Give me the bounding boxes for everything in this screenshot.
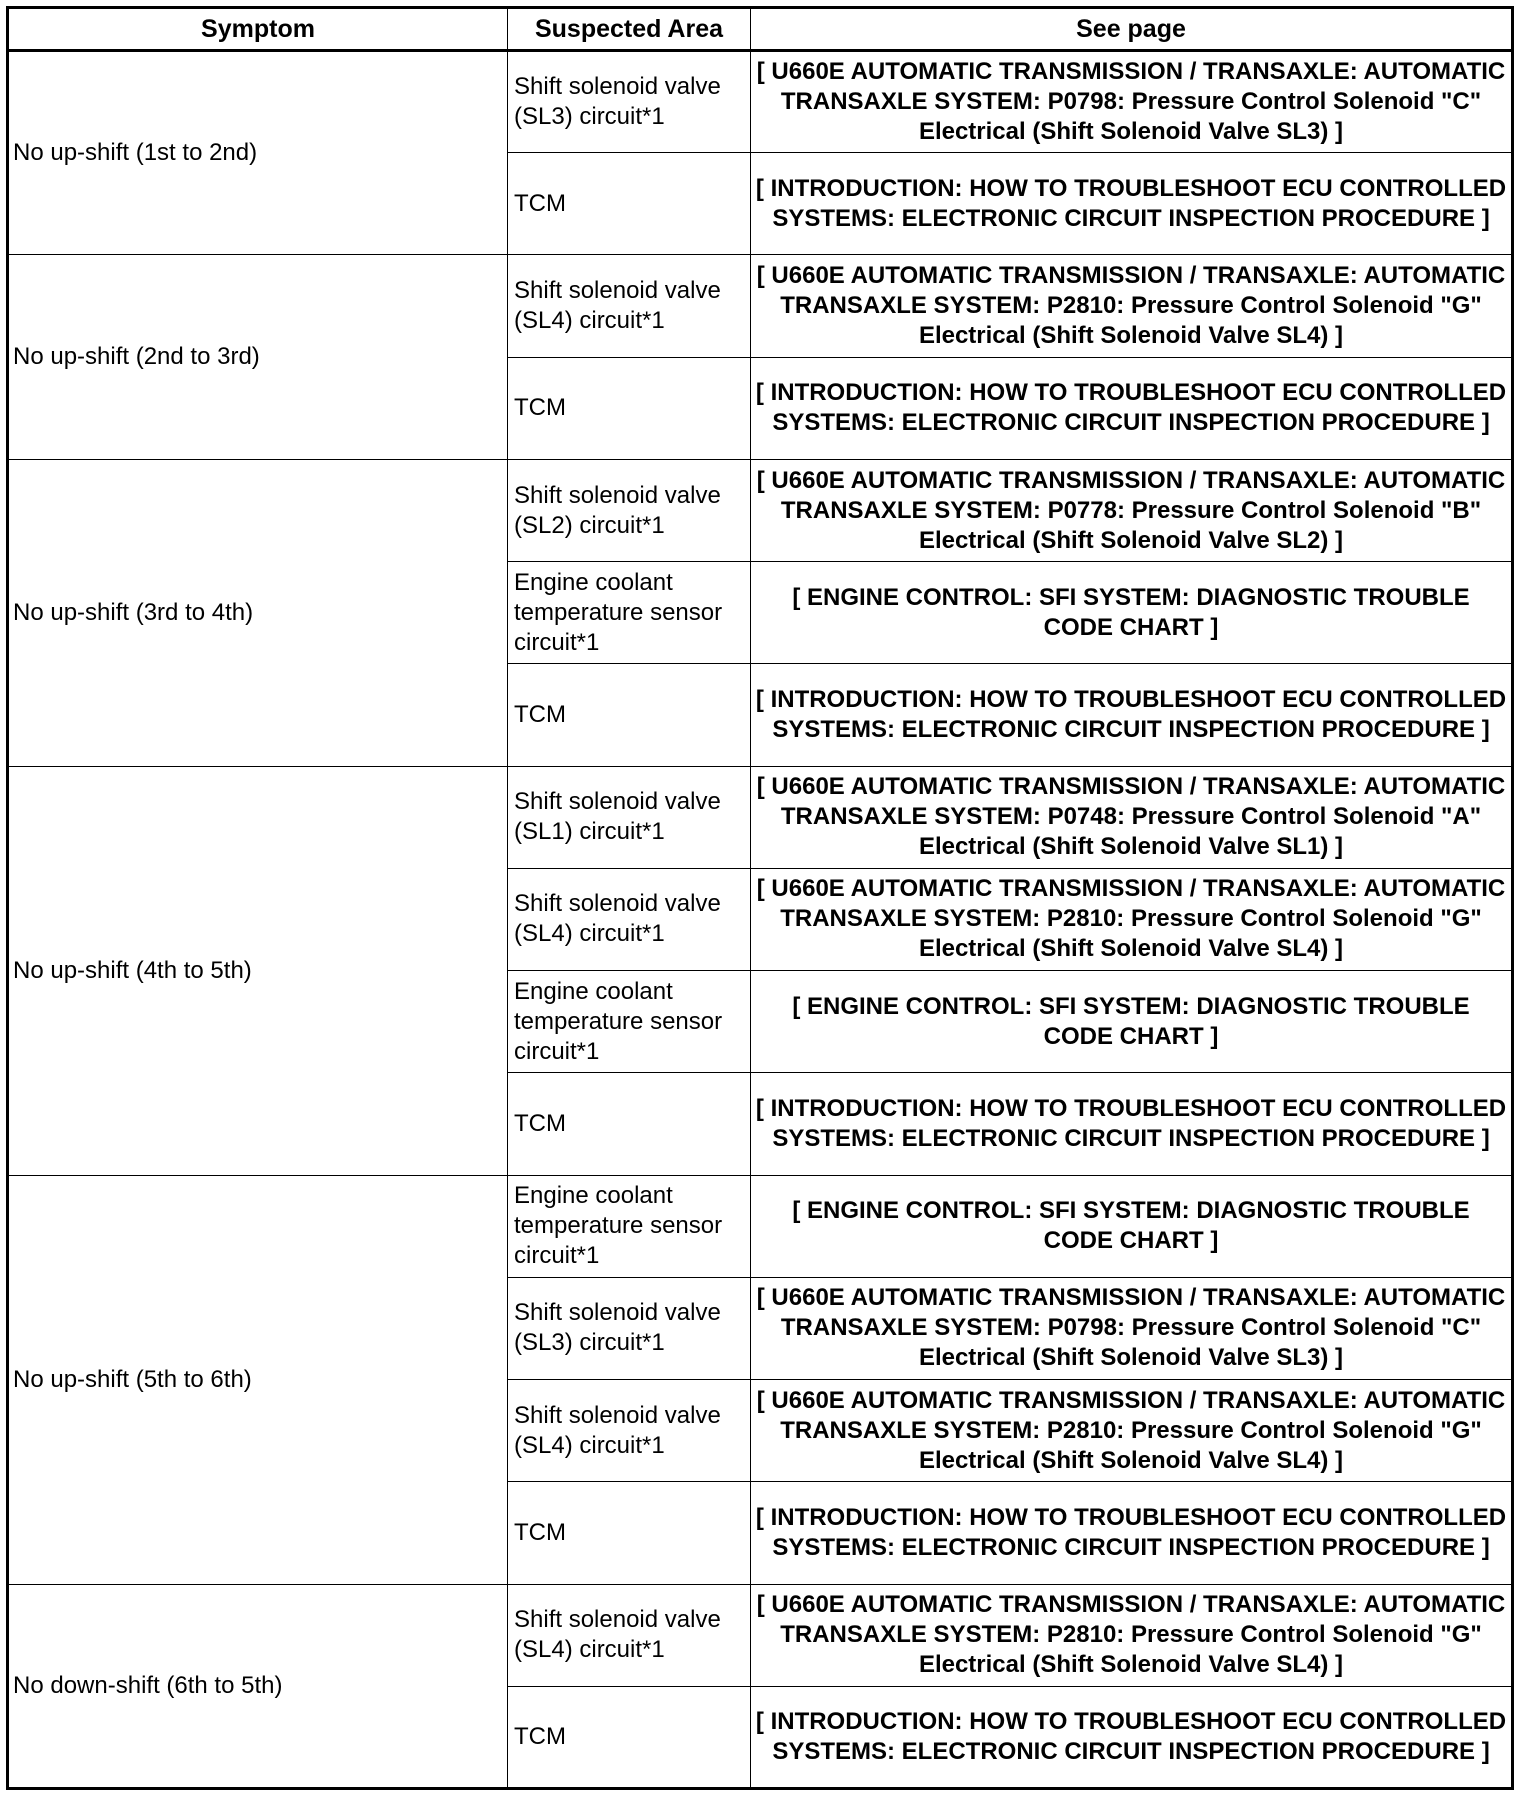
table-row — [8, 459, 1513, 561]
suspected-area-cell: TCM — [508, 1073, 751, 1175]
symptom-table — [6, 6, 1514, 1790]
see-page-link[interactable]: [ U660E AUTOMATIC TRANSMISSION / TRANSAXLE: AUTOMATIC TRANSAXLE SYSTEM: P0798: Pressure Control Solenoid "C" Electrical (Shift Solenoid Valve SL3) ] — [751, 51, 1513, 153]
table-row — [8, 1584, 1513, 1686]
see-page-link[interactable]: [ INTRODUCTION: HOW TO TROUBLESHOOT ECU CONTROLLED SYSTEMS: ELECTRONIC CIRCUIT INSPECTION PROCEDURE ] — [751, 357, 1513, 459]
symptom-cell: No up-shift (5th to 6th) — [8, 1175, 508, 1584]
table-row — [8, 255, 1513, 357]
symptom-cell: No up-shift (1st to 2nd) — [8, 51, 508, 255]
header-suspected-area: Suspected Area — [508, 8, 751, 51]
see-page-link[interactable]: [ U660E AUTOMATIC TRANSMISSION / TRANSAXLE: AUTOMATIC TRANSAXLE SYSTEM: P2810: Pressure Control Solenoid "G" Electrical (Shift Solenoid Valve SL4) ] — [751, 1380, 1513, 1482]
see-page-link[interactable]: [ U660E AUTOMATIC TRANSMISSION / TRANSAXLE: AUTOMATIC TRANSAXLE SYSTEM: P0798: Pressure Control Solenoid "C" Electrical (Shift Solenoid Valve SL3) ] — [751, 1277, 1513, 1379]
see-page-link[interactable]: [ INTRODUCTION: HOW TO TROUBLESHOOT ECU CONTROLLED SYSTEMS: ELECTRONIC CIRCUIT INSPECTION PROCEDURE ] — [751, 1482, 1513, 1584]
see-page-link[interactable]: [ INTRODUCTION: HOW TO TROUBLESHOOT ECU CONTROLLED SYSTEMS: ELECTRONIC CIRCUIT INSPECTION PROCEDURE ] — [751, 1686, 1513, 1788]
suspected-area-cell: TCM — [508, 357, 751, 459]
suspected-area-cell: Shift solenoid valve (SL3) circuit*1 — [508, 51, 751, 153]
see-page-link[interactable]: [ U660E AUTOMATIC TRANSMISSION / TRANSAXLE: AUTOMATIC TRANSAXLE SYSTEM: P0748: Pressure Control Solenoid "A" Electrical (Shift Solenoid Valve SL1) ] — [751, 766, 1513, 868]
see-page-link[interactable]: [ U660E AUTOMATIC TRANSMISSION / TRANSAXLE: AUTOMATIC TRANSAXLE SYSTEM: P2810: Pressure Control Solenoid "G" Electrical (Shift Solenoid Valve SL4) ] — [751, 255, 1513, 357]
suspected-area-cell: Shift solenoid valve (SL1) circuit*1 — [508, 766, 751, 868]
suspected-area-cell: Shift solenoid valve (SL4) circuit*1 — [508, 868, 751, 970]
suspected-area-cell: Shift solenoid valve (SL4) circuit*1 — [508, 1584, 751, 1686]
suspected-area-cell: TCM — [508, 664, 751, 766]
table-row — [8, 1175, 1513, 1277]
table-row — [8, 766, 1513, 868]
symptom-cell: No up-shift (2nd to 3rd) — [8, 255, 508, 459]
suspected-area-cell: Engine coolant temperature sensor circuit*1 — [508, 1175, 751, 1277]
suspected-area-cell: Engine coolant temperature sensor circuit*1 — [508, 562, 751, 664]
table-row — [8, 51, 1513, 153]
suspected-area-cell: TCM — [508, 1686, 751, 1788]
suspected-area-cell: TCM — [508, 153, 751, 255]
see-page-link[interactable]: [ INTRODUCTION: HOW TO TROUBLESHOOT ECU CONTROLLED SYSTEMS: ELECTRONIC CIRCUIT INSPECTION PROCEDURE ] — [751, 1073, 1513, 1175]
suspected-area-cell: Shift solenoid valve (SL2) circuit*1 — [508, 459, 751, 561]
header-see-page: See page — [751, 8, 1513, 51]
suspected-area-cell: TCM — [508, 1482, 751, 1584]
header-symptom: Symptom — [8, 8, 508, 51]
symptom-cell: No up-shift (3rd to 4th) — [8, 459, 508, 766]
see-page-link[interactable]: [ ENGINE CONTROL: SFI SYSTEM: DIAGNOSTIC TROUBLE CODE CHART ] — [751, 562, 1513, 664]
suspected-area-cell: Shift solenoid valve (SL4) circuit*1 — [508, 255, 751, 357]
suspected-area-cell: Engine coolant temperature sensor circuit*1 — [508, 971, 751, 1073]
troubleshooting-document — [6, 6, 1514, 1790]
symptom-cell: No down-shift (6th to 5th) — [8, 1584, 508, 1788]
suspected-area-cell: Shift solenoid valve (SL4) circuit*1 — [508, 1380, 751, 1482]
see-page-link[interactable]: [ INTRODUCTION: HOW TO TROUBLESHOOT ECU CONTROLLED SYSTEMS: ELECTRONIC CIRCUIT INSPECTION PROCEDURE ] — [751, 153, 1513, 255]
see-page-link[interactable]: [ U660E AUTOMATIC TRANSMISSION / TRANSAXLE: AUTOMATIC TRANSAXLE SYSTEM: P0778: Pressure Control Solenoid "B" Electrical (Shift Solenoid Valve SL2) ] — [751, 459, 1513, 561]
see-page-link[interactable]: [ U660E AUTOMATIC TRANSMISSION / TRANSAXLE: AUTOMATIC TRANSAXLE SYSTEM: P2810: Pressure Control Solenoid "G" Electrical (Shift Solenoid Valve SL4) ] — [751, 1584, 1513, 1686]
see-page-link[interactable]: [ U660E AUTOMATIC TRANSMISSION / TRANSAXLE: AUTOMATIC TRANSAXLE SYSTEM: P2810: Pressure Control Solenoid "G" Electrical (Shift Solenoid Valve SL4) ] — [751, 868, 1513, 970]
see-page-link[interactable]: [ ENGINE CONTROL: SFI SYSTEM: DIAGNOSTIC TROUBLE CODE CHART ] — [751, 1175, 1513, 1277]
symptom-cell: No up-shift (4th to 5th) — [8, 766, 508, 1175]
see-page-link[interactable]: [ ENGINE CONTROL: SFI SYSTEM: DIAGNOSTIC TROUBLE CODE CHART ] — [751, 971, 1513, 1073]
table-header-row — [8, 8, 1513, 51]
suspected-area-cell: Shift solenoid valve (SL3) circuit*1 — [508, 1277, 751, 1379]
see-page-link[interactable]: [ INTRODUCTION: HOW TO TROUBLESHOOT ECU CONTROLLED SYSTEMS: ELECTRONIC CIRCUIT INSPECTION PROCEDURE ] — [751, 664, 1513, 766]
